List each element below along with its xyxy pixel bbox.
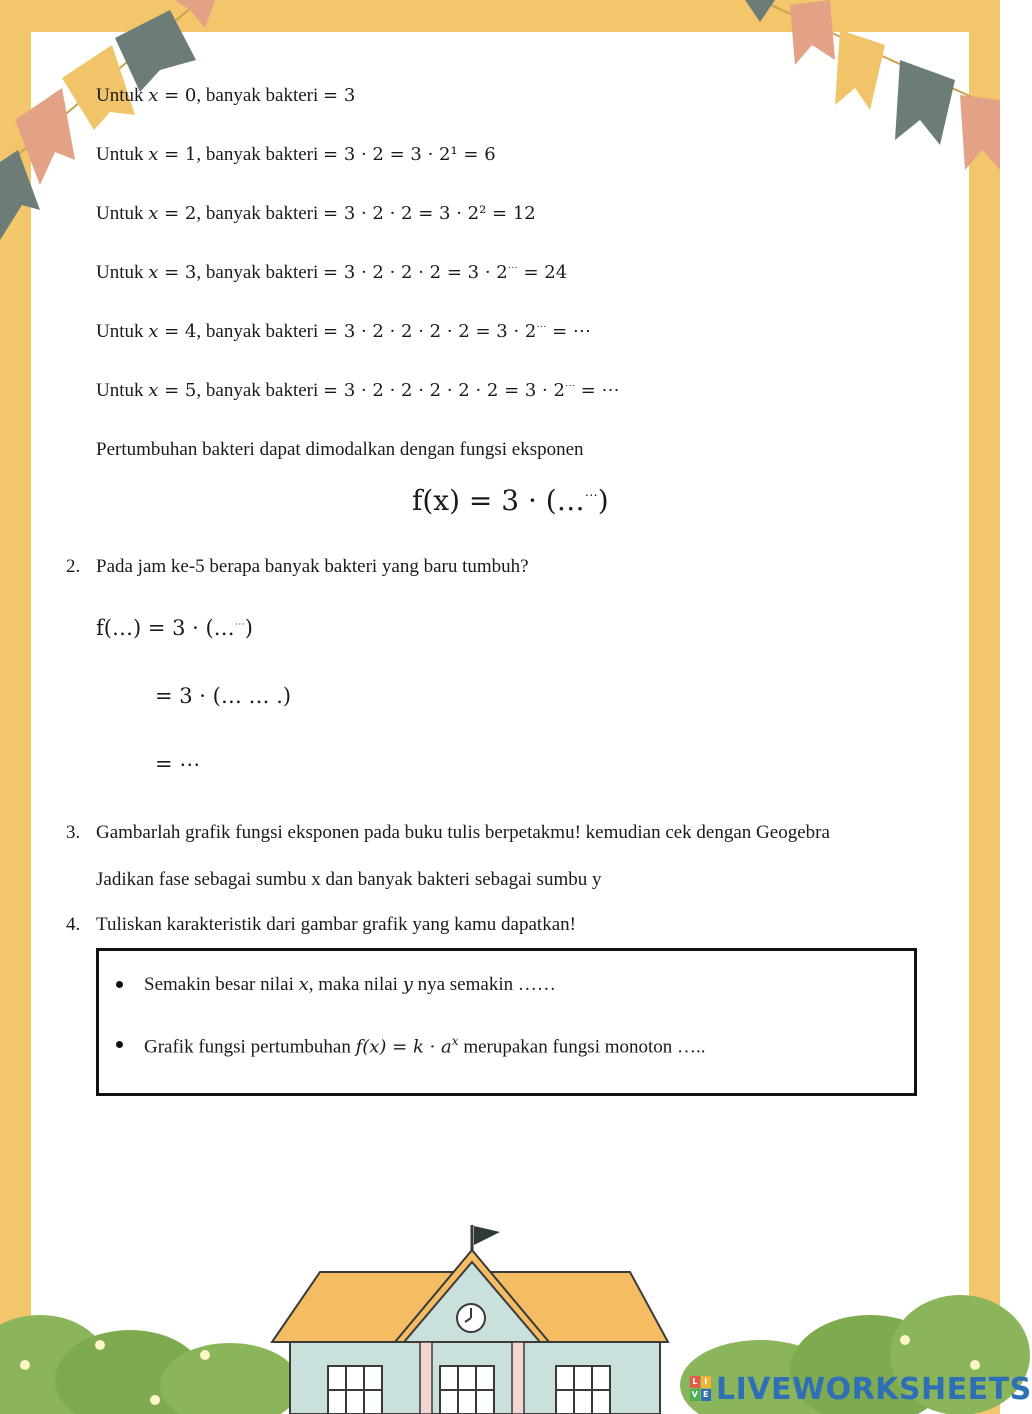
- bullet-icon: [116, 1041, 123, 1048]
- row-variable: x: [148, 321, 159, 342]
- row-variable: x: [148, 203, 159, 224]
- result-blank[interactable]: = ⋯: [546, 321, 591, 342]
- char1-var-x: x: [298, 974, 309, 995]
- characteristics-box: [96, 948, 917, 1096]
- q2-line-3[interactable]: = ⋯: [155, 752, 201, 776]
- row-x-value: = 5: [158, 380, 197, 401]
- q2-line-1: [96, 618, 253, 639]
- q2-line-1-lhs[interactable]: f(…) = 3 · (…: [96, 616, 235, 640]
- question-number-3: 3.: [66, 822, 81, 843]
- q2-line-1-rhs: ): [244, 616, 253, 640]
- row-x3: [96, 263, 567, 282]
- row-prefix: Untuk: [96, 262, 149, 283]
- row-variable: x: [148, 85, 159, 106]
- result-blank[interactable]: = ⋯: [574, 380, 620, 401]
- row-x4: [96, 322, 591, 341]
- char2-prefix: Grafik fungsi pertumbuhan: [144, 1036, 356, 1058]
- question-3-text-2: Jadikan fase sebagai sumbu x dan banyak bakteri sebagai sumbu y: [96, 869, 602, 890]
- formula-exponent-blank[interactable]: ⋯: [584, 488, 598, 504]
- row-calculation: = 3 · 2 · 2 = 3 · 2² = 12: [323, 203, 536, 224]
- row-x-value: = 3: [158, 262, 197, 283]
- row-variable: x: [148, 380, 159, 401]
- row-calculation: = 3 · 2 · 2 · 2 = 3 · 2: [323, 262, 508, 283]
- char1-blank[interactable]: nya semakin ……: [412, 974, 556, 995]
- characteristic-1: [144, 975, 556, 994]
- char1-middle: , maka nilai: [308, 974, 403, 995]
- row-middle: , banyak bakteri: [196, 85, 324, 106]
- row-prefix: Untuk: [96, 321, 149, 342]
- row-x-value: = 1: [158, 144, 197, 165]
- exponent-blank[interactable]: ⋯: [507, 262, 518, 274]
- exponent-blank[interactable]: ⋯: [564, 380, 575, 392]
- question-3-text: Gambarlah grafik fungsi eksponen pada buku tulis berpetakmu! kemudian cek dengan Geogebra: [96, 822, 830, 843]
- char1-var-y: y: [402, 974, 413, 995]
- row-x5: [96, 381, 619, 400]
- bullet-icon: [116, 981, 123, 988]
- row-x-value: = 0: [158, 85, 197, 106]
- row-variable: x: [148, 144, 159, 165]
- row-calculation: = 3: [323, 85, 356, 106]
- char2-formula: f(x) = k · a: [355, 1036, 452, 1058]
- row-prefix: Untuk: [96, 380, 149, 401]
- row-x-value: = 2: [158, 203, 197, 224]
- bunting-flag-icon: [745, 0, 1000, 170]
- formula-lhs: f(x) = 3 · (…: [412, 484, 585, 517]
- row-x0: [96, 86, 355, 105]
- question-number-2: 2.: [66, 556, 81, 577]
- liveworksheets-logo: [690, 1372, 1032, 1406]
- row-result: = 24: [517, 262, 568, 283]
- row-prefix: Untuk: [96, 144, 149, 165]
- row-x1: [96, 145, 496, 164]
- question-number-4: 4.: [66, 914, 81, 935]
- formula-rhs: ): [597, 484, 609, 517]
- row-middle: , banyak bakteri: [196, 321, 324, 342]
- row-prefix: Untuk: [96, 85, 149, 106]
- char2-blank[interactable]: merupakan fungsi monoton …..: [458, 1036, 706, 1058]
- exponent-blank[interactable]: ⋯: [536, 321, 547, 333]
- row-middle: , banyak bakteri: [196, 203, 324, 224]
- row-calculation: = 3 · 2 = 3 · 2¹ = 6: [323, 144, 496, 165]
- brand-name: LIVEWORKSHEETS: [716, 1371, 1032, 1407]
- q2-line-2[interactable]: = 3 · (… … .): [155, 684, 292, 708]
- row-middle: , banyak bakteri: [196, 144, 324, 165]
- row-variable: x: [148, 262, 159, 283]
- row-calculation: = 3 · 2 · 2 · 2 · 2 = 3 · 2: [323, 321, 537, 342]
- clock-icon: [457, 1304, 485, 1332]
- row-calculation: = 3 · 2 · 2 · 2 · 2 · 2 = 3 · 2: [323, 380, 565, 401]
- row-middle: , banyak bakteri: [196, 262, 324, 283]
- q2-exponent-blank[interactable]: ⋯: [234, 619, 245, 630]
- char1-prefix: Semakin besar nilai: [144, 974, 299, 995]
- school-building-icon: [272, 1225, 668, 1414]
- row-middle: , banyak bakteri: [196, 380, 324, 401]
- row-prefix: Untuk: [96, 203, 149, 224]
- row-x-value: = 4: [158, 321, 197, 342]
- characteristic-2: [144, 1035, 706, 1056]
- question-2-text: Pada jam ke-5 berapa banyak bakteri yang baru tumbuh?: [96, 556, 529, 577]
- liveworksheets-badge-icon: L I V E: [690, 1376, 712, 1402]
- row-x2: [96, 204, 536, 223]
- flag-icon: [474, 1226, 500, 1245]
- char2-exponent: x: [451, 1034, 459, 1048]
- model-sentence: Pertumbuhan bakteri dapat dimodalkan dengan fungsi eksponen: [96, 439, 584, 460]
- model-formula: [412, 484, 609, 517]
- question-4-text: Tuliskan karakteristik dari gambar grafik yang kamu dapatkan!: [96, 914, 576, 935]
